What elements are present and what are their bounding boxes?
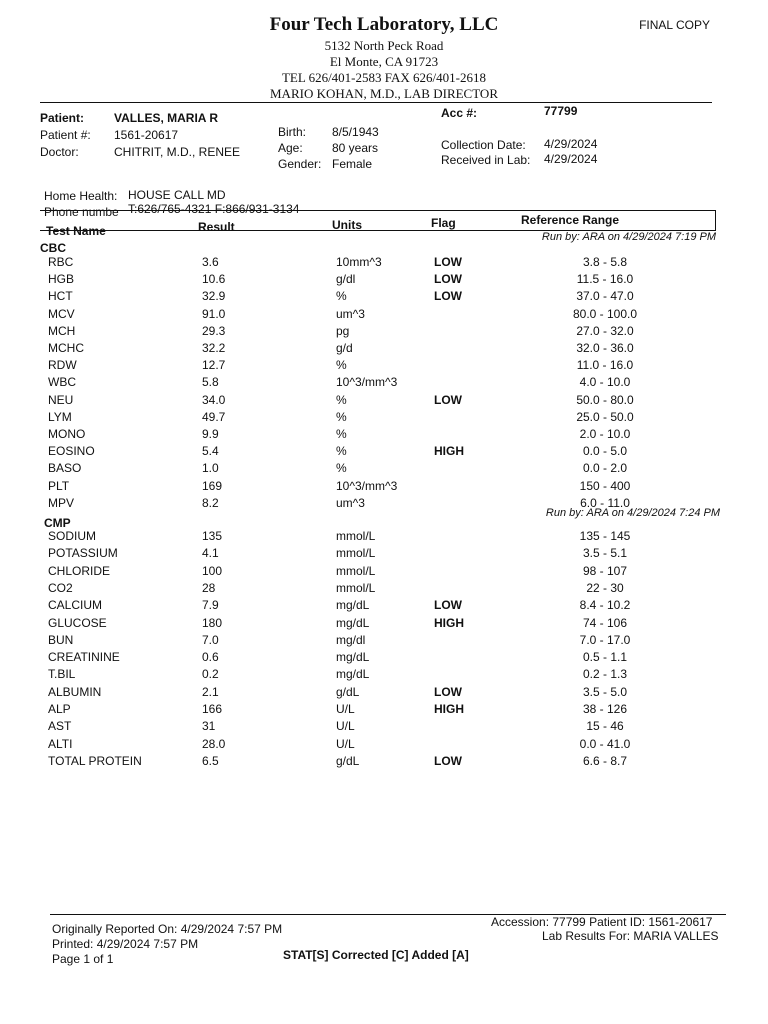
result-row [48,702,728,719]
collection-date: 4/29/2024 [544,137,598,151]
reference-range: 80.0 - 100.0 [572,306,638,321]
result-units: pg [336,323,350,338]
home-health-label: Home Health: [44,189,118,203]
result-units: um^3 [336,495,365,510]
result-value: 32.9 [202,289,226,304]
test-name: GLUCOSE [48,615,107,630]
result-value: 0.2 [202,667,219,682]
collection-date-label: Collection Date: [441,138,526,152]
result-value: 29.3 [202,323,226,338]
result-flag: LOW [434,684,462,699]
result-value: 169 [202,478,223,493]
accession-label: Acc #: [441,106,478,120]
reported-on: Originally Reported On: 4/29/2024 7:57 PM [52,922,283,936]
result-units: % [336,289,347,304]
result-flag: LOW [434,255,462,269]
age-value: 80 years [332,141,379,155]
section-cbc-title: CBC [40,241,66,255]
test-name: EOSINO [48,444,95,459]
result-row [48,410,728,427]
result-units: mg/dL [336,598,370,613]
result-flag: HIGH [434,702,464,716]
result-units: % [336,392,347,407]
reference-range: 0.0 - 2.0 [582,461,628,476]
reference-range: 3.8 - 5.8 [582,255,628,269]
result-flag: LOW [434,598,462,613]
result-row [48,633,728,650]
result-value: 12.7 [202,358,226,373]
test-name: NEU [48,392,74,407]
result-row [48,358,728,375]
column-result: Result [198,220,235,234]
reference-range: 0.0 - 41.0 [579,736,631,751]
result-value: 5.4 [202,444,219,459]
result-value: 91.0 [202,306,226,321]
printed-on: Printed: 4/29/2024 7:57 PM [52,937,199,951]
result-units: U/L [336,702,355,716]
result-units: mmol/L [336,580,376,595]
gender-value: Female [332,157,373,171]
test-name: HGB [48,272,75,287]
birth-date: 8/5/1943 [332,125,379,139]
test-name: CO2 [48,580,73,595]
received-date: 4/29/2024 [544,152,598,166]
reference-range: 22 - 30 [586,580,624,595]
result-row [48,685,728,702]
test-name: CHLORIDE [48,563,111,578]
reference-range: 4.0 - 10.0 [579,375,631,390]
section-cmp-title: CMP [44,516,71,530]
age-label: Age: [278,141,303,155]
result-row [48,564,728,581]
result-row [48,529,728,546]
result-units: 10^3/mm^3 [336,375,398,390]
result-units: % [336,427,347,441]
result-row [48,581,728,598]
test-name: RBC [48,255,74,269]
result-flag: HIGH [434,615,464,630]
test-name: POTASSIUM [48,546,118,561]
test-name: ALBUMIN [48,684,102,699]
result-value: 7.9 [202,598,219,613]
reference-range: 6.0 - 11.0 [580,495,630,510]
result-value: 8.2 [202,495,219,510]
result-row [48,255,728,272]
result-value: 7.0 [202,632,219,647]
result-units: mg/dl [336,632,366,647]
reference-range: 3.5 - 5.0 [582,684,628,699]
column-flag: Flag [431,216,456,230]
test-name: LYM [48,409,72,424]
section-cmp-run-by: Run by: ARA on 4/29/2024 7:24 PM [545,507,720,519]
result-value: 3.6 [202,255,219,269]
lab-phone-fax: TEL 626/401-2583 FAX 626/401-2618 [281,70,486,85]
result-value: 9.9 [202,427,219,441]
result-row [48,754,728,771]
reference-range: 11.5 - 16.0 [576,272,634,287]
reference-range: 6.6 - 8.7 [582,753,628,768]
result-units: 10^3/mm^3 [336,478,398,493]
patient-name-label: Patient: [40,111,85,125]
reference-range: 38 - 126 [582,702,628,716]
test-name: SODIUM [48,529,96,543]
result-value: 166 [202,702,223,716]
result-value: 32.2 [202,341,226,355]
result-units: g/dL [336,684,360,699]
result-row [48,667,728,684]
received-date-label: Received in Lab: [441,153,531,167]
test-name: PLT [48,478,70,493]
result-row [48,393,728,410]
result-units: g/dL [336,753,360,768]
result-value: 10.6 [202,272,226,287]
test-name: CREATININE [48,650,120,665]
reference-range: 2.0 - 10.0 [579,427,631,441]
birth-label: Birth: [278,125,307,139]
result-row [48,444,728,461]
result-row [48,650,728,667]
result-row [48,341,728,358]
doctor-name: CHITRIT, M.D., RENEE [114,145,241,159]
result-row [48,598,728,615]
test-name: MCV [48,306,75,321]
result-units: mg/dL [336,667,370,682]
reference-range: 15 - 46 [586,719,624,734]
final-copy-label: FINAL COPY [639,18,710,32]
result-row [48,616,728,633]
lab-address-line1: 5132 North Peck Road [324,38,444,53]
result-units: U/L [336,719,355,734]
result-value: 34.0 [202,392,226,407]
test-name: TOTAL PROTEIN [48,753,142,768]
result-units: mg/dL [336,615,370,630]
test-name: RDW [48,358,77,373]
result-row [48,737,728,754]
footer-results-for: Lab Results For: MARIA VALLES [542,929,719,943]
lab-name: Four Tech Laboratory, LLC [269,14,499,35]
test-name: BUN [48,632,74,647]
result-value: 0.6 [202,650,219,665]
result-units: mmol/L [336,529,376,543]
result-units: % [336,409,347,424]
result-value: 4.1 [202,546,219,561]
result-row [48,479,728,496]
result-units: % [336,444,347,459]
result-flag: LOW [434,289,462,304]
result-value: 31 [202,719,216,734]
result-flag: LOW [434,392,462,407]
phone-label: Phone numbe [44,205,119,219]
result-row [48,427,728,444]
result-flag: LOW [434,753,462,768]
result-flag: LOW [434,272,462,287]
column-units: Units [332,218,362,232]
test-name: ALP [48,702,71,716]
reference-range: 37.0 - 47.0 [576,289,634,304]
accession-number: 77799 [544,104,578,118]
status-legend: STAT[S] Corrected [C] Added [A] [283,948,469,962]
patient-id-label: Patient #: [40,128,91,142]
result-units: 10mm^3 [336,255,382,269]
test-name: WBC [48,375,76,390]
result-value: 6.5 [202,753,219,768]
reference-range: 27.0 - 32.0 [576,323,634,338]
test-name: MPV [48,495,75,510]
result-units: mmol/L [336,546,376,561]
reference-range: 150 - 400 [579,478,631,493]
result-units: mmol/L [336,563,376,578]
result-value: 2.1 [202,684,219,699]
result-row [48,289,728,306]
test-name: CALCIUM [48,598,103,613]
result-units: mg/dL [336,650,370,665]
result-row [48,461,728,478]
result-value: 1.0 [202,461,219,476]
result-row [48,324,728,341]
lab-director: MARIO KOHAN, M.D., LAB DIRECTOR [270,86,498,101]
reference-range: 135 - 145 [579,529,631,543]
home-health-phone: T:626/765-4321 F:866/931-3134 [128,202,300,216]
result-value: 28 [202,580,216,595]
test-name: T.BIL [48,667,76,682]
result-value: 5.8 [202,375,219,390]
result-value: 100 [202,563,223,578]
reference-range: 0.0 - 5.0 [582,444,628,459]
header-divider [40,102,712,103]
reference-range: 25.0 - 50.0 [576,409,634,424]
result-value: 180 [202,615,223,630]
home-health-value: HOUSE CALL MD [128,188,226,202]
column-reference-range: Reference Range [521,213,620,227]
reference-range: 11.0 - 16.0 [576,358,634,373]
result-row [48,375,728,392]
result-units: um^3 [336,306,365,321]
result-row [48,546,728,563]
test-name: AST [48,719,72,734]
test-name: BASO [48,461,82,476]
section-cbc-run-by: Run by: ARA on 4/29/2024 7:19 PM [541,231,716,243]
patient-id: 1561-20617 [114,128,179,142]
result-value: 135 [202,529,223,543]
result-row [48,272,728,289]
result-row [48,307,728,324]
reference-range: 0.5 - 1.1 [582,650,628,665]
test-name: MCH [48,323,76,338]
reference-range: 8.4 - 10.2 [579,598,631,613]
page-number: Page 1 of 1 [52,952,114,966]
reference-range: 74 - 106 [582,615,628,630]
result-row [48,719,728,736]
result-value: 28.0 [202,736,226,751]
column-test-name: Test Name [46,224,106,238]
result-units: g/dl [336,272,356,287]
patient-name: VALLES, MARIA R [114,111,218,125]
reference-range: 32.0 - 36.0 [576,341,634,355]
lab-address-line2: El Monte, CA 91723 [329,54,439,69]
footer-accession: Accession: 77799 Patient ID: 1561-20617 [491,915,713,929]
result-value: 49.7 [202,409,226,424]
doctor-label: Doctor: [40,145,79,159]
reference-range: 98 - 107 [582,563,628,578]
gender-label: Gender: [278,157,322,171]
test-name: MCHC [48,341,84,355]
reference-range: 0.2 - 1.3 [582,667,628,682]
reference-range: 7.0 - 17.0 [579,632,631,647]
result-units: % [336,461,347,476]
result-units: g/d [336,341,353,355]
test-name: MONO [48,427,86,441]
test-name: ALTI [48,736,73,751]
result-flag: HIGH [434,444,464,459]
result-units: U/L [336,736,355,751]
result-units: % [336,358,347,373]
reference-range: 3.5 - 5.1 [582,546,628,561]
reference-range: 50.0 - 80.0 [576,392,634,407]
test-name: HCT [48,289,73,304]
